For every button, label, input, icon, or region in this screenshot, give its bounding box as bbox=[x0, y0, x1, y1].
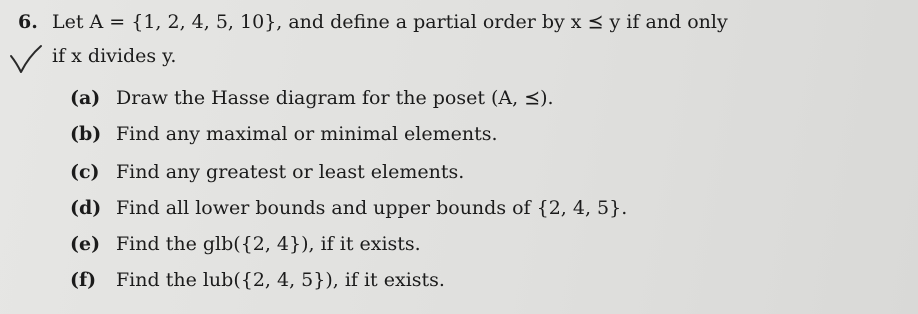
part-b-label: (b) bbox=[70, 123, 102, 145]
problem-statement-line-1: Let A = {1, 2, 4, 5, 10}, and define a partial order by x ⪯ y if and only bbox=[52, 11, 728, 33]
part-c-label: (c) bbox=[70, 161, 100, 183]
part-f-label: (f) bbox=[70, 269, 97, 291]
part-d-label: (d) bbox=[70, 197, 102, 219]
part-a-text: Draw the Hasse diagram for the poset (A, ⪯). bbox=[116, 87, 554, 109]
part-c-text: Find any greatest or least elements. bbox=[116, 161, 465, 183]
part-d-text: Find all lower bounds and upper bounds of {2, 4, 5}. bbox=[116, 197, 628, 219]
part-e-label: (e) bbox=[70, 233, 101, 255]
problem-statement-line-2: if x divides y. bbox=[52, 45, 177, 67]
problem-number: 6. bbox=[18, 11, 38, 33]
handwritten-check-mark bbox=[8, 44, 44, 78]
part-e-text: Find the glb({2, 4}), if it exists. bbox=[116, 233, 421, 255]
part-a-label: (a) bbox=[70, 87, 101, 109]
part-f-text: Find the lub({2, 4, 5}), if it exists. bbox=[116, 269, 445, 291]
part-b-text: Find any maximal or minimal elements. bbox=[116, 123, 498, 145]
